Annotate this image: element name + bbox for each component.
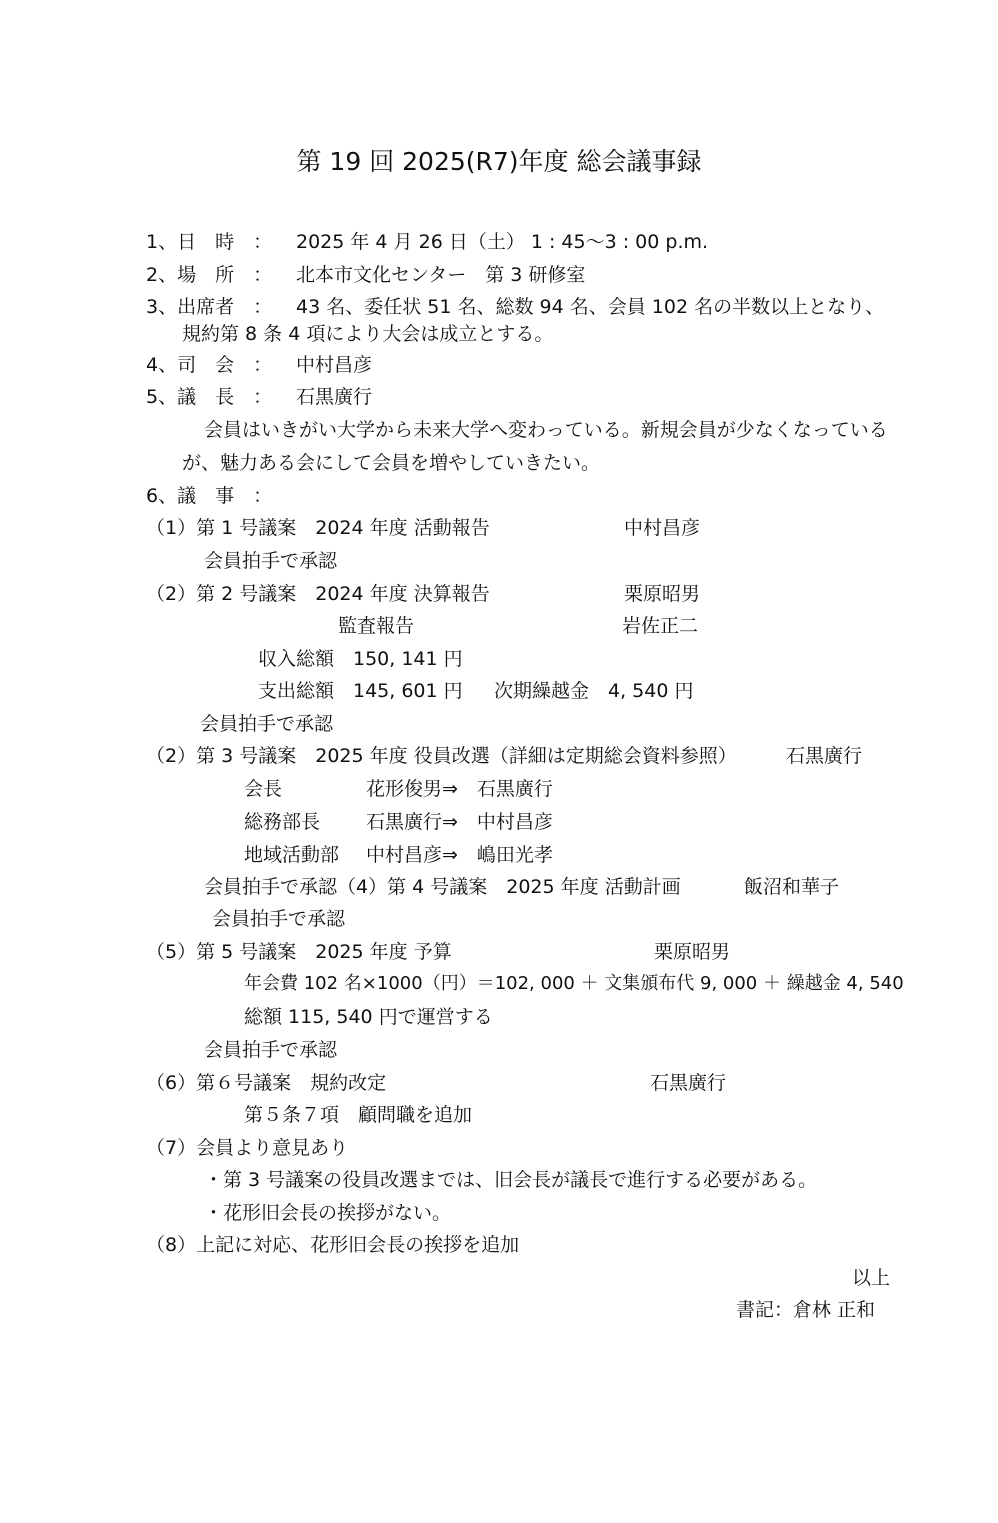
role-row-change: 花形俊男⇒ 石黒廣行 (366, 778, 553, 800)
agenda-8: （8）上記に対応、花形旧会長の挨拶を追加 (146, 1234, 520, 1256)
secretary-signature: 書記：倉林 正和 (736, 1299, 876, 1321)
agenda-1: （1）第 1 号議案 2024 年度 活動報告 (146, 517, 490, 539)
agenda-3-result-agenda-4: 会員拍手で承認（4）第 4 号議案 2025 年度 活動計画 (204, 876, 681, 898)
agenda-6-person: 石黒廣行 (650, 1072, 727, 1094)
agenda-3: （2）第 3 号議案 2025 年度 役員改選（詳細は定期総会資料参照） (146, 745, 737, 767)
agenda-6-detail: 第５条７項 顧問職を追加 (244, 1104, 473, 1126)
item-datetime-label: 1、日 時 ： (146, 231, 273, 253)
agenda-2-person: 栗原昭男 (624, 583, 701, 605)
agenda-1-result: 会員拍手で承認 (204, 550, 338, 572)
agenda-3-person: 石黒廣行 (786, 745, 863, 767)
role-row: 総務部長 (244, 811, 321, 833)
agenda-5-result: 会員拍手で承認 (204, 1039, 338, 1061)
agenda-2-carryover: 次期繰越金 4, 540 円 (494, 680, 694, 702)
agenda-2-income: 収入総額 150, 141 円 (258, 648, 463, 670)
item-place-label: 2、場 所 ： (146, 264, 273, 286)
item-proceedings-label: 6、議 事 ： (146, 485, 273, 507)
role-row: 地域活動部 (244, 844, 340, 866)
agenda-5: （5）第 5 号議案 2025 年度 予算 (146, 941, 452, 963)
agenda-7-bullet-2: ・花形旧会長の挨拶がない。 (204, 1202, 452, 1224)
item-chair-label: 5、議 長 ： (146, 386, 273, 408)
item-mc-label: 4、司 会 ： (146, 354, 273, 376)
chair-comment-line1: 会員はいきがい大学から未来大学へ変わっている。新規会員が少なくなっている (204, 419, 888, 441)
agenda-5-total: 総額 115, 540 円で運営する (244, 1006, 493, 1028)
agenda-7: （7）会員より意見あり (146, 1137, 349, 1159)
agenda-5-calc: 年会費 102 名×1000（円）＝102, 000 ＋ 文集頒布代 9, 000 ＋ 繰越金 4, 540 (244, 973, 904, 994)
agenda-5-person: 栗原昭男 (654, 941, 731, 963)
item-mc-value: 中村昌彦 (296, 354, 373, 376)
agenda-7-bullet-1: ・第 3 号議案の役員改選までは、旧会長が議長で進行する必要がある。 (204, 1169, 818, 1191)
item-attendance-label: 3、出席者 ： (146, 296, 273, 318)
role-row-change: 石黒廣行⇒ 中村昌彦 (366, 811, 553, 833)
agenda-2-result: 会員拍手で承認 (200, 713, 334, 735)
agenda-2-audit-person: 岩佐正二 (622, 615, 699, 637)
agenda-1-person: 中村昌彦 (624, 517, 701, 539)
item-attendance-cont: 規約第 8 条 4 項により大会は成立とする。 (182, 323, 554, 345)
closing-mark: 以上 (852, 1267, 891, 1289)
item-chair-value: 石黒廣行 (296, 386, 373, 408)
agenda-2: （2）第 2 号議案 2024 年度 決算報告 (146, 583, 490, 605)
agenda-4-person: 飯沼和華子 (744, 876, 840, 898)
item-attendance-value: 43 名、委任状 51 名、総数 94 名、会員 102 名の半数以上となり、 (296, 296, 885, 318)
role-row-change: 中村昌彦⇒ 嶋田光孝 (366, 844, 553, 866)
item-place-value: 北本市文化センター 第 3 研修室 (296, 264, 586, 286)
agenda-2-audit: 監査報告 (338, 615, 415, 637)
chair-comment-line2: が、魅力ある会にして会員を増やしていきたい。 (182, 452, 601, 474)
page-title: 第 19 回 2025(R7)年度 総会議事録 (296, 147, 702, 176)
role-row: 会長 (244, 778, 283, 800)
item-datetime-value: 2025 年 4 月 26 日（土） 1 : 45～3 : 00 p.m. (296, 231, 709, 253)
agenda-2-expense: 支出総額 145, 601 円 (258, 680, 463, 702)
agenda-6: （6）第６号議案 規約改定 (146, 1072, 387, 1094)
agenda-4-result: 会員拍手で承認 (212, 908, 346, 930)
